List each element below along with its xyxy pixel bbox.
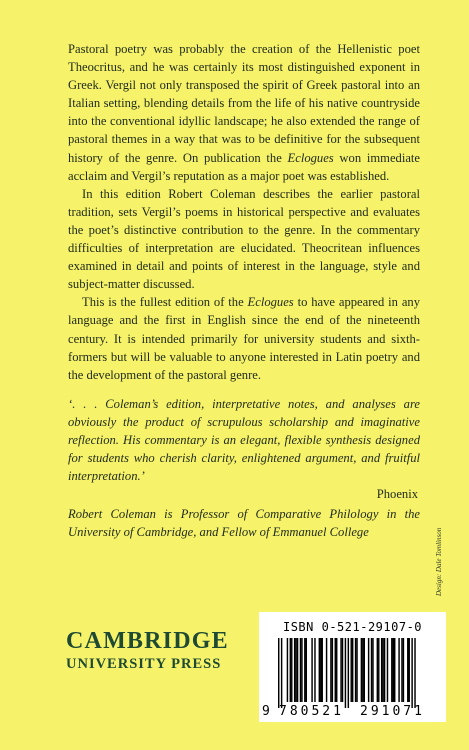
barcode-bar <box>340 638 341 702</box>
publisher-logo <box>66 628 229 673</box>
barcode-bar <box>278 638 279 708</box>
barcode-bar <box>314 638 315 702</box>
barcode-bar <box>319 638 320 702</box>
barcode-bar <box>361 638 362 702</box>
barcode-bar <box>301 638 302 702</box>
barcode-bar <box>336 638 337 702</box>
blurb-text: This is the fullest edition of the <box>82 295 248 310</box>
blurb-paragraph-1 <box>68 40 420 185</box>
blurb-paragraph-3 <box>68 293 420 383</box>
barcode-bar <box>351 638 352 702</box>
blurb-paragraph-2: In this edition Robert Coleman describes the earlier pastoral tradition, sets Vergil’s poems in historical perspective and evaluates the poet’s distinctive contribution to the genre. In the commentary difficulties of interpretation are elucidated. Theocritean influences examined in detail and points of interest in the language, style and subject-matter discussed. <box>68 186 420 292</box>
barcode-bar <box>393 638 394 702</box>
barcode-bar <box>378 638 379 702</box>
barcode-bar <box>384 638 385 702</box>
ean-first-digit: 9 <box>262 704 270 719</box>
blurb-text: to have appeared in any language and the first in English since the end of the nineteenth century. It is intended primarily for university students and sixth-formers but will be valuable to anyone interested in Latin poetry and the development of the pastoral genre. <box>68 295 421 382</box>
review-quote-text: ‘. . . Coleman’s edition, interpretative notes, and analyses are obviously the product of scrupulous scholarship and imaginative reflection. His commentary is an elegant, flexible synthesis designed for students who cherish clarity, enlightened argument, and fruitful interpretation.’ <box>68 396 420 484</box>
barcode-bar <box>391 638 392 702</box>
blurb-text: won immediate acclaim and Vergil’s reputation as a major poet was established. <box>68 150 421 183</box>
barcode-bar <box>368 638 369 702</box>
barcode-bar <box>381 638 382 702</box>
book-title-italic: Eclogues <box>247 295 294 310</box>
publisher-subname: UNIVERSITY PRESS <box>66 656 222 672</box>
barcode-bar <box>300 638 301 702</box>
barcode-bar <box>320 638 321 702</box>
barcode-image <box>270 638 436 708</box>
ean-right-group: 291071 <box>360 704 425 719</box>
barcode-bar <box>332 638 333 702</box>
barcode-bar <box>291 638 292 702</box>
barcode-bar <box>345 638 346 708</box>
barcode-bar <box>326 638 327 702</box>
barcode-bar <box>335 638 336 702</box>
barcode-bar <box>377 638 378 702</box>
barcode-bar <box>304 638 305 702</box>
review-quote <box>68 395 420 504</box>
barcode-bar <box>409 638 410 702</box>
author-note: Robert Coleman is Professor of Comparative Philology in the University of Cambridge, and Fellow of Emmanuel College <box>68 507 420 540</box>
barcode-bar <box>297 638 298 702</box>
barcode-bar <box>330 638 331 702</box>
barcode-bar <box>306 638 307 702</box>
barcode-bar <box>295 638 296 702</box>
barcode-bar <box>352 638 353 702</box>
barcode-bar <box>281 638 282 708</box>
barcode-panel <box>259 612 446 722</box>
isbn-label: ISBN 0-521-29107-0 <box>282 620 423 634</box>
barcode-bar <box>356 638 357 702</box>
barcode-bar <box>407 638 408 702</box>
barcode-bar <box>364 638 365 702</box>
barcode-bar <box>387 638 388 702</box>
barcode-bar <box>403 638 404 702</box>
barcode-bar <box>398 638 399 702</box>
barcode-bar <box>355 638 356 702</box>
barcode-bar <box>348 638 349 708</box>
barcode-bar <box>414 638 415 708</box>
barcode-bar <box>287 638 288 702</box>
book-title-italic: Eclogues <box>287 150 334 165</box>
barcode-bar <box>294 638 295 702</box>
barcode-bar <box>382 638 383 702</box>
barcode-bar <box>311 638 312 702</box>
barcode-bar <box>362 638 363 702</box>
barcode-bar <box>394 638 395 702</box>
barcode-bar <box>290 638 291 702</box>
barcode-bar <box>372 638 373 702</box>
barcode-bar <box>401 638 402 702</box>
back-cover-text <box>68 40 420 542</box>
barcode-bar <box>411 638 412 708</box>
ean-left-group: 780521 <box>279 704 344 719</box>
design-credit: Design: Dale Tomlinson <box>435 527 443 596</box>
publisher-name: CAMBRIDGE <box>66 628 229 654</box>
barcode-bar <box>322 638 323 702</box>
blurb-text: Pastoral poetry was probably the creation of the Hellenistic poet Theocritus, and he was certainly its most distinguished exponent in Greek. Vergil not only transposed the spirit of Greek pastoral into an Italian setting, blending details from the life of his native countryside into the conventional idyllic landscape; he also extended the range of pastoral themes in a way that was to be definitive for the subsequent history of the genre. On publication the <box>68 42 420 165</box>
barcode-bar <box>342 638 343 702</box>
review-source: Phoenix <box>376 487 418 502</box>
barcode-bar <box>371 638 372 702</box>
